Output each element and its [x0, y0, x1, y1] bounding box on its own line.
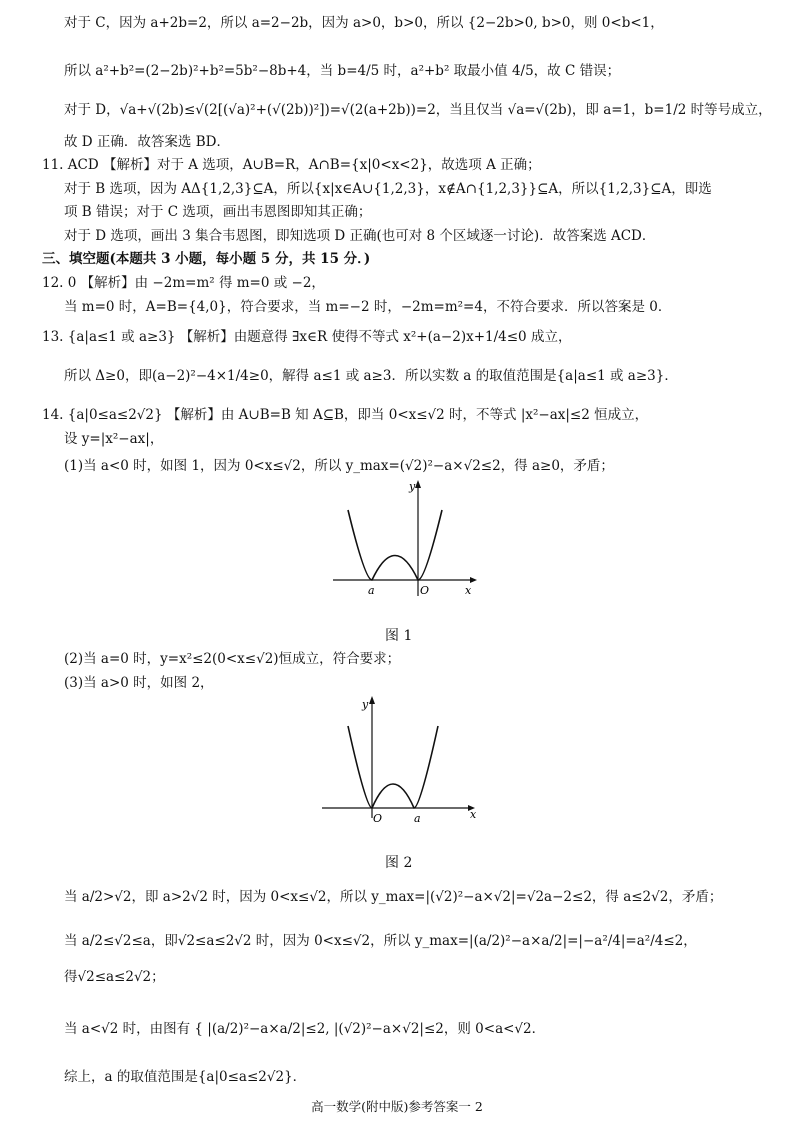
line-16: (1)当 a<0 时，如图 1，因为 0<x≤√2，所以 y_max=(√2)²−a×√2≤2，得 a≥0，矛盾；: [64, 458, 614, 474]
line-6: 对于 B 选项，因为 AΔ{1,2,3}⊆A，所以{x|x∈A∪{1,2,3}，x∉A∩{1,2,3}}⊆A，所以{1,2,3}⊆A，即选: [64, 181, 712, 197]
line-15: 设 y=|x²−ax|，: [64, 431, 164, 447]
page-footer: 高一数学(附中版)参考答案一 2: [311, 1099, 483, 1114]
label-o: O: [373, 812, 383, 825]
figure-1: [325, 476, 480, 601]
line-19: 当 a/2>√2，即 a>2√2 时，因为 0<x≤√2，所以 y_max=|(√2)²−a×√2|=√2a−2≤2，得 a≤2√2，矛盾；: [64, 889, 723, 905]
figure-2-caption: 图 2: [385, 855, 413, 871]
figure-2: [318, 690, 483, 825]
line-8: 对于 D 选项，画出 3 集合韦恩图，即知选项 D 正确(也可对 8 个区域逐一讨论)．故答案选 ACD．: [64, 228, 656, 244]
line-3: 对于 D，√a+√(2b)≤√(2[(√a)²+(√(2b))²])=√(2(a+2b))=2，当且仅当 √a=√(2b)，即 a=1，b=1/2 时等号成立，: [64, 102, 772, 118]
line-21: 得√2≤a≤2√2；: [64, 969, 165, 985]
line-4: 故 D 正确．故答案选 BD．: [64, 134, 230, 150]
line-2: 所以 a²+b²=(2−2b)²+b²=5b²−8b+4，当 b=4/5 时，a²+b² 取最小值 4/5，故 C 错误；: [64, 63, 621, 79]
section-heading: 三、填空题(本题共 3 小题，每小题 5 分，共 15 分．): [42, 251, 371, 267]
line-22: 当 a<√2 时，由图有 { |(a/2)²−a×a/2|≤2, |(√2)²−a×√2|≤2，则 0<a<√2．: [64, 1021, 546, 1037]
label-o: O: [420, 584, 430, 597]
label-a: a: [414, 812, 421, 825]
line-20: 当 a/2≤√2≤a，即√2≤a≤2√2 时，因为 0<x≤√2，所以 y_max=|(a/2)²−a×a/2|=|−a²/4|=a²/4≤2，: [64, 933, 697, 949]
line-1: 对于 C，因为 a+2b=2，所以 a=2−2b，因为 a>0，b>0，所以 {2−2b>0, b>0，则 0<b<1，: [64, 15, 664, 31]
line-13: 所以 Δ≥0，即(a−2)²−4×1/4≥0，解得 a≤1 或 a≥3．所以实数 a 的取值范围是{a|a≤1 或 a≥3}．: [64, 368, 678, 384]
line-12: 13. {a|a≤1 或 a≥3} 【解析】由题意得 ∃x∈R 使得不等式 x²+(a−2)x+1/4≤0 成立，: [42, 329, 572, 345]
line-10: 12. 0 【解析】由 −2m=m² 得 m=0 或 −2，: [42, 275, 325, 291]
y-arrow: [415, 480, 421, 488]
x-arrow: [470, 577, 477, 583]
label-y: y: [362, 698, 369, 711]
line-18: (3)当 a>0 时，如图 2，: [64, 675, 214, 691]
line-14: 14. {a|0≤a≤2√2} 【解析】由 A∪B=B 知 A⊆B，即当 0<x≤√2 时，不等式 |x²−ax|≤2 恒成立，: [42, 407, 649, 423]
y-arrow: [369, 696, 375, 704]
line-7: 项 B 错误；对于 C 选项，画出韦恩图即知其正确；: [64, 204, 372, 220]
curve: [348, 726, 438, 808]
line-17: (2)当 a=0 时，y=x²≤2(0<x≤√2)恒成立，符合要求；: [64, 651, 401, 667]
line-23: 综上，a 的取值范围是{a|0≤a≤2√2}．: [64, 1069, 307, 1085]
line-5: 11. ACD 【解析】对于 A 选项，A∪B=R，A∩B={x|0<x<2}，故选项 A 正确；: [42, 157, 541, 173]
figure-1-caption: 图 1: [385, 628, 413, 644]
curve: [348, 510, 442, 580]
label-x: x: [470, 808, 477, 821]
label-a: a: [368, 584, 375, 597]
line-11: 当 m=0 时，A=B={4,0}，符合要求，当 m=−2 时，−2m=m²=4，不符合要求．所以答案是 0．: [64, 299, 672, 315]
label-x: x: [465, 584, 472, 597]
label-y: y: [409, 480, 416, 493]
